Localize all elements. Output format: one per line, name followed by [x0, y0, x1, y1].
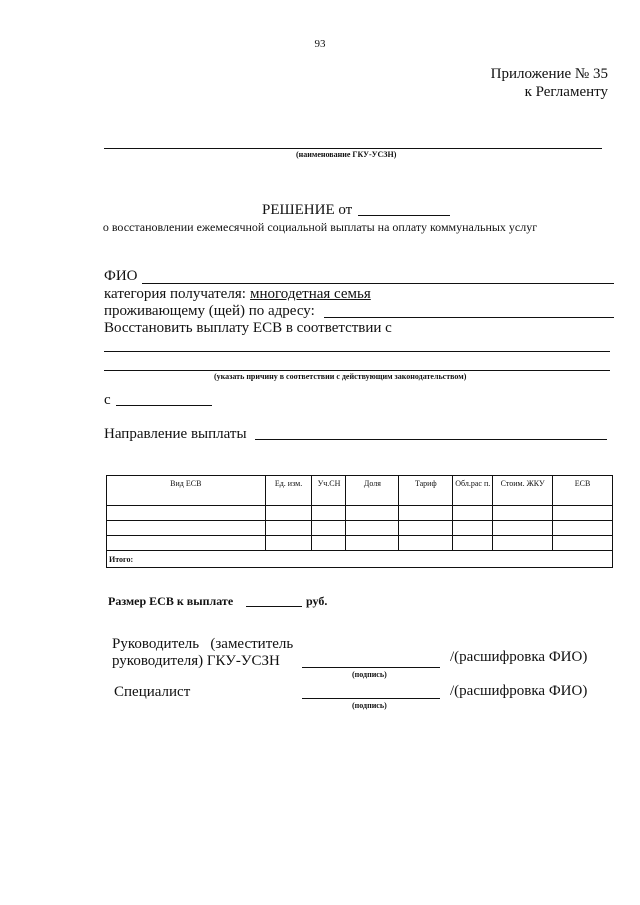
table-cell [553, 521, 613, 536]
head-signature-line [302, 667, 440, 668]
table-header-cell: Ед. изм. [265, 476, 312, 506]
fio-line [142, 283, 614, 284]
direction-line [255, 439, 607, 440]
table-cell [553, 536, 613, 551]
table-cell [265, 506, 312, 521]
restore-label: Восстановить выплату ЕСВ в соответствии с [104, 320, 392, 336]
table-cell [265, 521, 312, 536]
esv-table [106, 475, 613, 568]
table-cell [399, 521, 453, 536]
table-header-cell: ЕСВ [553, 476, 613, 506]
table-cell [107, 521, 266, 536]
org-name-line [104, 148, 602, 149]
head-label-line-1: Руководитель (заместитель [112, 636, 294, 652]
table-header-cell: Стоим. ЖКУ [493, 476, 553, 506]
from-date-line [116, 405, 212, 406]
category-value: многодетная семья [250, 286, 371, 302]
head-signature-caption: (подпись) [352, 670, 387, 679]
address-label: проживающему (щей) по адресу: [104, 303, 315, 319]
table-cell [399, 506, 453, 521]
head-label-line-2: руководителя) ГКУ-УСЗН [112, 653, 280, 669]
table-header-cell: Вид ЕСВ [107, 476, 266, 506]
specialist-signature-line [302, 698, 440, 699]
restore-line-1 [104, 351, 610, 352]
table-cell [453, 506, 493, 521]
table-cell [346, 521, 399, 536]
table-cell [553, 506, 613, 521]
from-label: с [104, 392, 111, 408]
table-cell [312, 521, 346, 536]
table-cell [265, 536, 312, 551]
table-cell [107, 536, 266, 551]
category-label: категория получателя: [104, 286, 246, 302]
table-cell [312, 506, 346, 521]
specialist-label: Специалист [114, 684, 191, 700]
head-fio-hint: /(расшифровка ФИО) [450, 649, 588, 665]
table-cell [346, 506, 399, 521]
table-header-cell: Доля [346, 476, 399, 506]
restore-line-2 [104, 370, 610, 371]
table-cell [107, 506, 266, 521]
table-header-cell: Уч.СН [312, 476, 346, 506]
page-number: 93 [314, 38, 326, 50]
table-cell [493, 521, 553, 536]
table-total-row [107, 551, 613, 568]
fio-label: ФИО [104, 268, 138, 284]
decision-subtitle: о восстановлении ежемесячной социальной выплаты на оплату коммунальных услуг [102, 220, 538, 234]
amount-line [246, 606, 302, 607]
table-cell [453, 521, 493, 536]
table-cell [493, 536, 553, 551]
table-header-cell: Тариф [399, 476, 453, 506]
amount-unit: руб. [306, 594, 328, 608]
table-header-row [107, 476, 613, 506]
org-name-caption: (наименование ГКУ-УСЗН) [296, 150, 397, 159]
table-cell [399, 536, 453, 551]
table-row [107, 536, 613, 551]
appendix-line-2: к Регламенту [524, 84, 608, 100]
decision-title: РЕШЕНИЕ от [262, 202, 353, 218]
reason-caption: (указать причину в соответствии с действующим законодательством) [214, 372, 467, 381]
appendix-line-1: Приложение № 35 [490, 66, 608, 82]
table-cell [493, 506, 553, 521]
table-cell [346, 536, 399, 551]
address-line [324, 317, 614, 318]
table-row [107, 506, 613, 521]
amount-label: Размер ЕСВ к выплате [108, 594, 234, 608]
table-total-label: Итого: [107, 551, 613, 568]
decision-date-line [358, 215, 450, 216]
specialist-fio-hint: /(расшифровка ФИО) [450, 683, 588, 699]
table-header-cell: Обл.рас п. [453, 476, 493, 506]
table-cell [453, 536, 493, 551]
specialist-signature-caption: (подпись) [352, 701, 387, 710]
table-row [107, 521, 613, 536]
table-cell [312, 536, 346, 551]
direction-label: Направление выплаты [104, 426, 247, 442]
